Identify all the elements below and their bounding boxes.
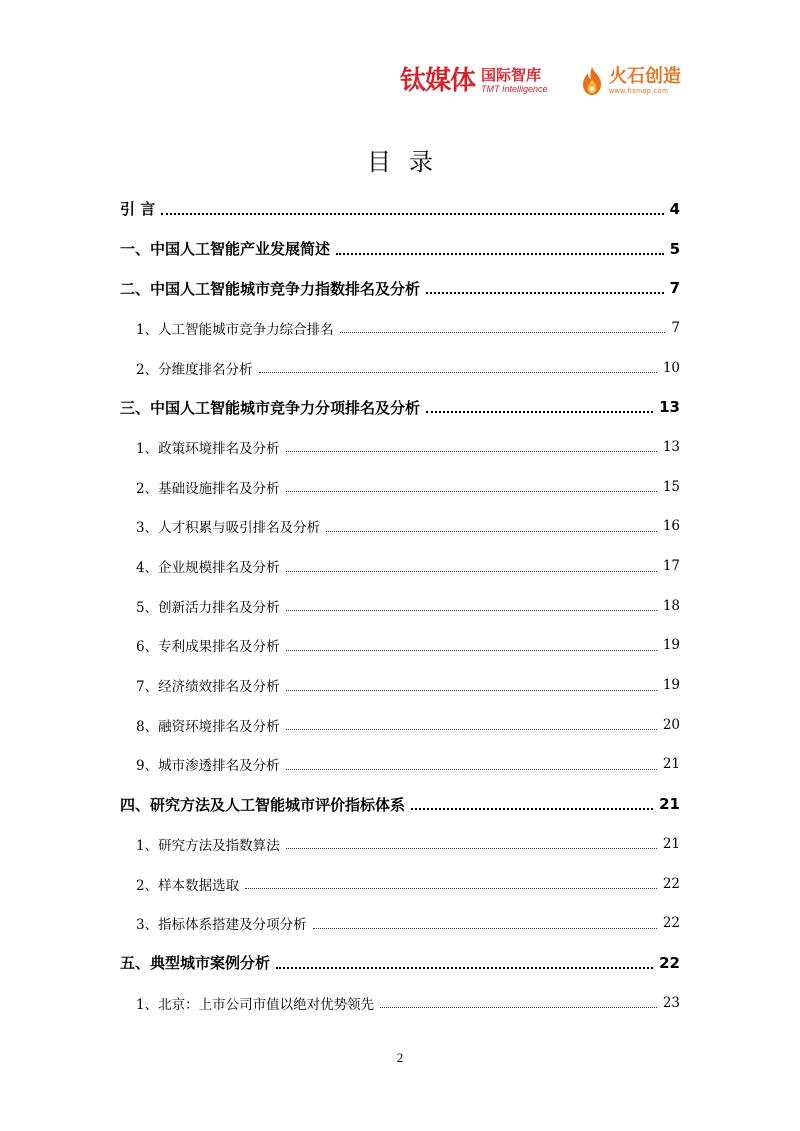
toc-entry-page: 10	[662, 359, 680, 376]
toc-dot-leader	[276, 967, 653, 969]
toc-entry[interactable]	[120, 189, 680, 229]
toc-entry[interactable]	[120, 903, 680, 943]
toc-dot-leader	[286, 729, 657, 730]
toc-entry[interactable]	[120, 427, 680, 467]
toc-entry[interactable]	[120, 745, 680, 785]
toc-entry[interactable]	[120, 507, 680, 547]
toc-dot-leader	[336, 253, 664, 255]
toc-entry[interactable]	[120, 864, 680, 904]
toc-entry-page: 13	[662, 438, 680, 455]
toc-entry[interactable]	[120, 268, 680, 308]
toc-entry[interactable]	[120, 387, 680, 427]
toc-entry-label: 四、研究方法及人工智能城市评价指标体系	[120, 795, 406, 814]
flame-icon	[578, 66, 606, 96]
toc-entry-page: 7	[671, 319, 680, 336]
toc-entry[interactable]	[120, 308, 680, 348]
toc-dot-leader	[286, 571, 657, 572]
toc-title: 目录	[367, 148, 451, 176]
toc-entry-label: 1、政策环境排名及分析	[136, 440, 280, 457]
toc-dot-leader	[161, 213, 663, 215]
tmt-logo-cn-text: 国际智库	[481, 66, 542, 84]
toc-entry-label: 3、指标体系搭建及分项分析	[136, 917, 307, 934]
tmt-logo-side	[481, 68, 548, 94]
hsmap-logo	[578, 64, 681, 98]
toc-dot-leader	[380, 1007, 657, 1008]
toc-dot-leader	[326, 531, 657, 532]
toc-dot-leader	[286, 650, 657, 651]
toc-dot-leader	[286, 769, 657, 770]
toc-entry-page: 22	[659, 953, 680, 972]
toc-dot-leader	[286, 610, 657, 611]
toc-entry-page: 21	[659, 795, 680, 814]
toc-entry[interactable]	[120, 665, 680, 705]
toc-dot-leader	[426, 292, 664, 294]
toc-entry[interactable]	[120, 705, 680, 745]
toc-entry-page: 19	[662, 677, 680, 694]
tmt-logo-main-text: 钛媒体	[400, 66, 476, 96]
toc-entry-label: 2、基础设施排名及分析	[136, 480, 280, 497]
toc-dot-leader	[426, 411, 653, 413]
toc-entry-label: 1、研究方法及指数算法	[136, 837, 280, 854]
toc-dot-leader	[259, 372, 657, 373]
toc-entry-page: 16	[662, 518, 680, 535]
toc-entry-label: 引 言	[120, 200, 156, 219]
toc-entry-label: 1、人工智能城市竞争力综合排名	[136, 321, 334, 338]
tmt-intelligence-logo	[400, 62, 548, 100]
toc-entry[interactable]	[120, 626, 680, 666]
hsmap-logo-cn-text: 火石创造	[609, 65, 681, 87]
toc-entry-page: 19	[662, 637, 680, 654]
toc-entry[interactable]	[120, 348, 680, 388]
toc-entry[interactable]	[120, 229, 680, 269]
toc-entry-page: 4	[669, 199, 680, 218]
toc-entry-page: 18	[662, 597, 680, 614]
toc-dot-leader	[340, 332, 666, 333]
header-logos	[400, 62, 690, 102]
page-number: 2	[396, 1050, 404, 1065]
toc-entry-label: 5、创新活力排名及分析	[136, 599, 280, 616]
toc-entry-label: 9、城市渗透排名及分析	[136, 758, 280, 775]
toc-entry[interactable]	[120, 546, 680, 586]
toc-dot-leader	[286, 451, 657, 452]
toc-entry-page: 23	[662, 994, 680, 1011]
toc-entry-page: 20	[662, 716, 680, 733]
toc-entry-page: 5	[669, 239, 680, 258]
hsmap-logo-side	[609, 65, 681, 95]
toc-entry[interactable]	[120, 467, 680, 507]
table-of-contents	[120, 189, 680, 1022]
toc-entry-label: 三、中国人工智能城市竞争力分项排名及分析	[120, 398, 421, 417]
toc-entry[interactable]	[120, 784, 680, 824]
toc-entry-label: 2、分维度排名分析	[136, 361, 253, 378]
toc-dot-leader	[286, 848, 657, 849]
toc-entry-page: 13	[659, 398, 680, 417]
toc-entry-label: 4、企业规模排名及分析	[136, 560, 280, 577]
toc-dot-leader	[411, 808, 653, 810]
toc-entry-label: 五、典型城市案例分析	[120, 954, 271, 973]
toc-entry-page: 17	[662, 558, 680, 575]
toc-entry[interactable]	[120, 824, 680, 864]
hsmap-logo-url-text: www.hsmap.com	[609, 87, 669, 95]
toc-entry-page: 22	[662, 915, 680, 932]
toc-entry-label: 8、融资环境排名及分析	[136, 718, 280, 735]
toc-entry-page: 22	[662, 875, 680, 892]
toc-entry-label: 6、专利成果排名及分析	[136, 639, 280, 656]
toc-entry[interactable]	[120, 943, 680, 983]
toc-entry-label: 一、中国人工智能产业发展简述	[120, 240, 331, 259]
toc-entry-label: 1、北京：上市公司市值以绝对优势领先	[136, 996, 375, 1013]
toc-dot-leader	[286, 491, 657, 492]
toc-dot-leader	[313, 928, 657, 929]
tmt-logo-en-text: TMT Intelligence	[481, 84, 548, 94]
toc-entry[interactable]	[120, 983, 680, 1023]
toc-entry-label: 7、经济绩效排名及分析	[136, 679, 280, 696]
toc-entry-page: 21	[662, 756, 680, 773]
toc-entry-page: 21	[662, 835, 680, 852]
toc-dot-leader	[245, 888, 657, 889]
toc-entry-page: 15	[662, 478, 680, 495]
toc-entry[interactable]	[120, 586, 680, 626]
toc-entry-label: 2、样本数据选取	[136, 877, 240, 894]
toc-dot-leader	[286, 690, 657, 691]
toc-entry-label: 3、人才积累与吸引排名及分析	[136, 520, 321, 537]
toc-entry-label: 二、中国人工智能城市竞争力指数排名及分析	[120, 279, 421, 298]
toc-entry-page: 7	[669, 279, 680, 298]
